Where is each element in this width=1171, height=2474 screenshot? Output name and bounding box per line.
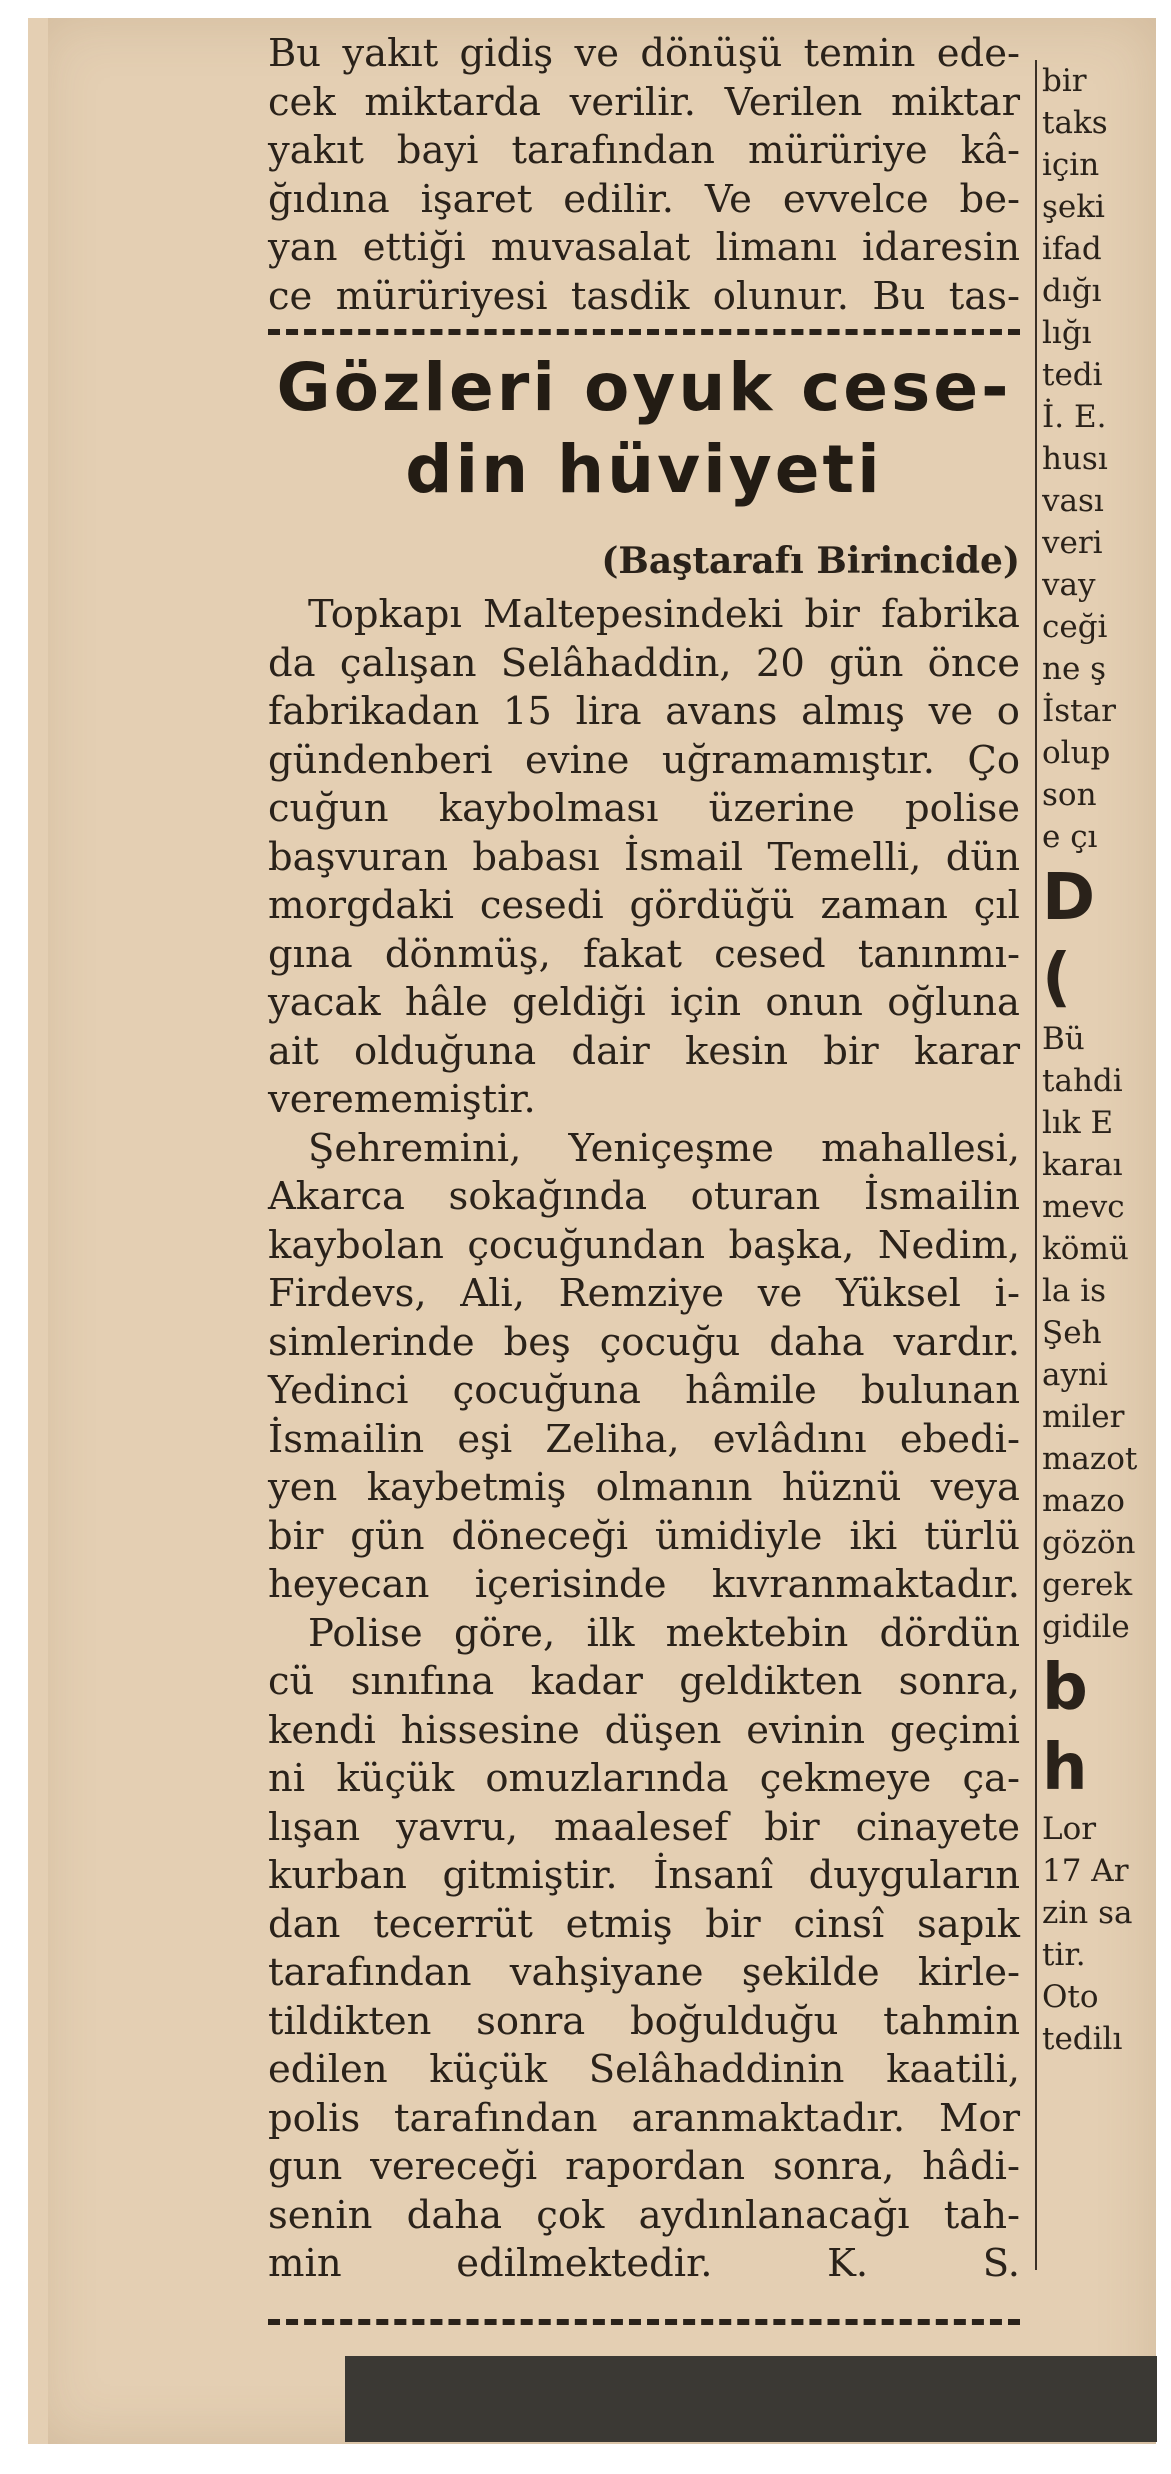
side-line: 17 Ar <box>1042 1853 1129 1889</box>
dark-bottom-band <box>345 2356 1157 2442</box>
body-line: Şehremini, Yeniçeşme mahallesi, <box>308 1125 1020 1171</box>
body-line: kendi hissesine düşen evinin geçimi <box>268 1707 1020 1753</box>
side-headline-fragment: b <box>1042 1651 1088 1725</box>
body-line: Polise göre, ilk mektebin dördün <box>308 1610 1020 1656</box>
author-signature: K. S. <box>827 2241 1020 2286</box>
body-line: verememiştir. <box>268 1077 536 1122</box>
article-body <box>268 591 1020 2289</box>
side-line: mazot <box>1042 1441 1138 1477</box>
lead-line: cek miktarda verilir. Verilen miktar <box>268 79 1020 125</box>
body-line: Akarca sokağında oturan İsmailin <box>268 1174 1020 1219</box>
body-line: tarafından vahşiyane şekilde kirle- <box>268 1950 1020 1995</box>
side-line: e çı <box>1042 819 1098 855</box>
side-line: Lor <box>1042 1811 1097 1847</box>
headline-line: din hüviyeti <box>405 431 883 508</box>
body-line: edilen küçük Selâhaddinin kaatili, <box>268 2047 1020 2092</box>
side-headline-fragment: D <box>1042 861 1096 935</box>
side-line: husı <box>1042 441 1108 477</box>
side-line: son <box>1042 777 1097 813</box>
side-line: lık E <box>1042 1105 1114 1141</box>
side-headline-fragment: ( <box>1042 941 1072 1015</box>
lead-line: ğıdına işaret edilir. Ve evvelce be- <box>268 176 1020 222</box>
side-line: vay <box>1042 567 1096 603</box>
side-line: tahdi <box>1042 1063 1123 1099</box>
headline-line: Gözleri oyuk cese- <box>276 349 1012 426</box>
body-line: Firdevs, Ali, Remziye ve Yüksel i- <box>268 1271 1020 1316</box>
body-line: ait olduğuna dair kesin bir karar <box>268 1028 1020 1074</box>
body-line: gündenberi evine uğramamıştır. Ço <box>268 737 1020 783</box>
side-line: İ. E. <box>1042 399 1107 435</box>
lead-line: ce mürüriyesi tasdik olunur. Bu tas- <box>268 273 1020 319</box>
previous-article-tail <box>268 30 1020 321</box>
body-line: senin daha çok aydınlanacağı tah- <box>268 2192 1020 2238</box>
side-line: mevc <box>1042 1189 1125 1225</box>
side-line: mazo <box>1042 1483 1125 1519</box>
side-line: Bü <box>1042 1021 1085 1057</box>
side-line: Oto <box>1042 1979 1099 2015</box>
side-line: lığı <box>1042 315 1092 351</box>
body-line: da çalışan Selâhaddin, 20 gün önce <box>268 640 1020 686</box>
body-line: cuğun kaybolması üzerine polise <box>268 786 1020 831</box>
side-line: taks <box>1042 105 1108 141</box>
article-column <box>268 30 1020 2325</box>
closing-line <box>268 2240 1020 2289</box>
body-line: cü sınıfına kadar geldikten sonra, <box>268 1659 1020 1704</box>
side-line: tedi <box>1042 357 1103 393</box>
side-line: tir. <box>1042 1937 1086 1973</box>
lead-line: yan ettiği muvasalat limanı idaresin <box>268 225 1020 270</box>
adjacent-column-fragment <box>1042 60 1157 2060</box>
side-line: ne ş <box>1042 651 1107 687</box>
body-line: İsmailin eşi Zeliha, evlâdını ebedi- <box>268 1416 1020 1462</box>
side-headline-fragment: h <box>1042 1731 1088 1805</box>
body-line: Topkapı Maltepesindeki bir fabrika <box>308 592 1020 637</box>
body-line: heyecan içerisinde kıvranmaktadır. <box>268 1562 1020 1607</box>
side-line: gözön <box>1042 1525 1136 1561</box>
side-line: veri <box>1042 525 1103 561</box>
side-line: vası <box>1042 483 1104 519</box>
torn-edge <box>28 18 48 2444</box>
side-line: karaı <box>1042 1147 1123 1183</box>
article-headline <box>268 347 1020 511</box>
side-line: miler <box>1042 1399 1125 1435</box>
side-line: gerek <box>1042 1567 1133 1603</box>
body-line: simlerinde beş çocuğu daha vardır. <box>268 1319 1020 1365</box>
side-line: şeki <box>1042 189 1105 225</box>
body-line: bir gün döneceği ümidiyle iki türlü <box>268 1513 1020 1559</box>
body-line: lışan yavru, maalesef bir cinayete <box>268 1804 1020 1850</box>
body-line: polis tarafından aranmaktadır. Mor <box>268 2095 1020 2141</box>
body-line: Yedinci çocuğuna hâmile bulunan <box>268 1368 1020 1413</box>
side-line: la is <box>1042 1273 1107 1309</box>
side-line: ifad <box>1042 231 1102 267</box>
side-line: olup <box>1042 735 1111 771</box>
side-line: için <box>1042 147 1100 183</box>
body-line: fabrikadan 15 lira avans almış ve o <box>268 689 1020 734</box>
body-line: dan tecerrüt etmiş bir cinsî sapık <box>268 1901 1020 1947</box>
body-line: başvuran babası İsmail Temelli, dün <box>268 834 1020 880</box>
body-line: gun vereceği rapordan sonra, hâdi- <box>268 2144 1020 2189</box>
body-line: kurban gitmiştir. İnsanî duyguların <box>268 1853 1020 1898</box>
side-line: tedilı <box>1042 2021 1123 2057</box>
side-line: kömü <box>1042 1231 1129 1267</box>
body-line: ni küçük omuzlarında çekmeye ça- <box>268 1756 1020 1801</box>
side-line: gidile <box>1042 1609 1130 1645</box>
side-line: zin sa <box>1042 1895 1133 1931</box>
body-line: tildikten sonra boğulduğu tahmin <box>268 1998 1020 2044</box>
side-line: Şeh <box>1042 1315 1102 1351</box>
lead-line: yakıt bayi tarafından mürüriye kâ- <box>268 128 1020 173</box>
side-line: İstar <box>1042 693 1116 729</box>
source-note: (Baştarafı Birincide) <box>601 540 1020 582</box>
side-line: bir <box>1042 63 1087 99</box>
side-line: dığı <box>1042 273 1102 309</box>
column-rule <box>1035 60 1037 2270</box>
body-line: kaybolan çocuğundan başka, Nedim, <box>268 1222 1020 1268</box>
dashed-divider-bottom <box>268 2319 1020 2325</box>
body-line: morgdaki cesedi gördüğü zaman çıl <box>268 883 1020 928</box>
dashed-divider <box>268 329 1020 335</box>
side-line: ayni <box>1042 1357 1108 1393</box>
body-line: gına dönmüş, fakat cesed tanınmı- <box>268 931 1020 977</box>
closing-text: min edilmektedir. <box>268 2241 713 2286</box>
body-line: yen kaybetmiş olmanın hüznü veya <box>268 1465 1020 1510</box>
side-line: ceği <box>1042 609 1108 645</box>
body-line: yacak hâle geldiği için onun oğluna <box>268 980 1020 1025</box>
lead-line: Bu yakıt gidiş ve dönüşü temin ede- <box>268 31 1020 76</box>
